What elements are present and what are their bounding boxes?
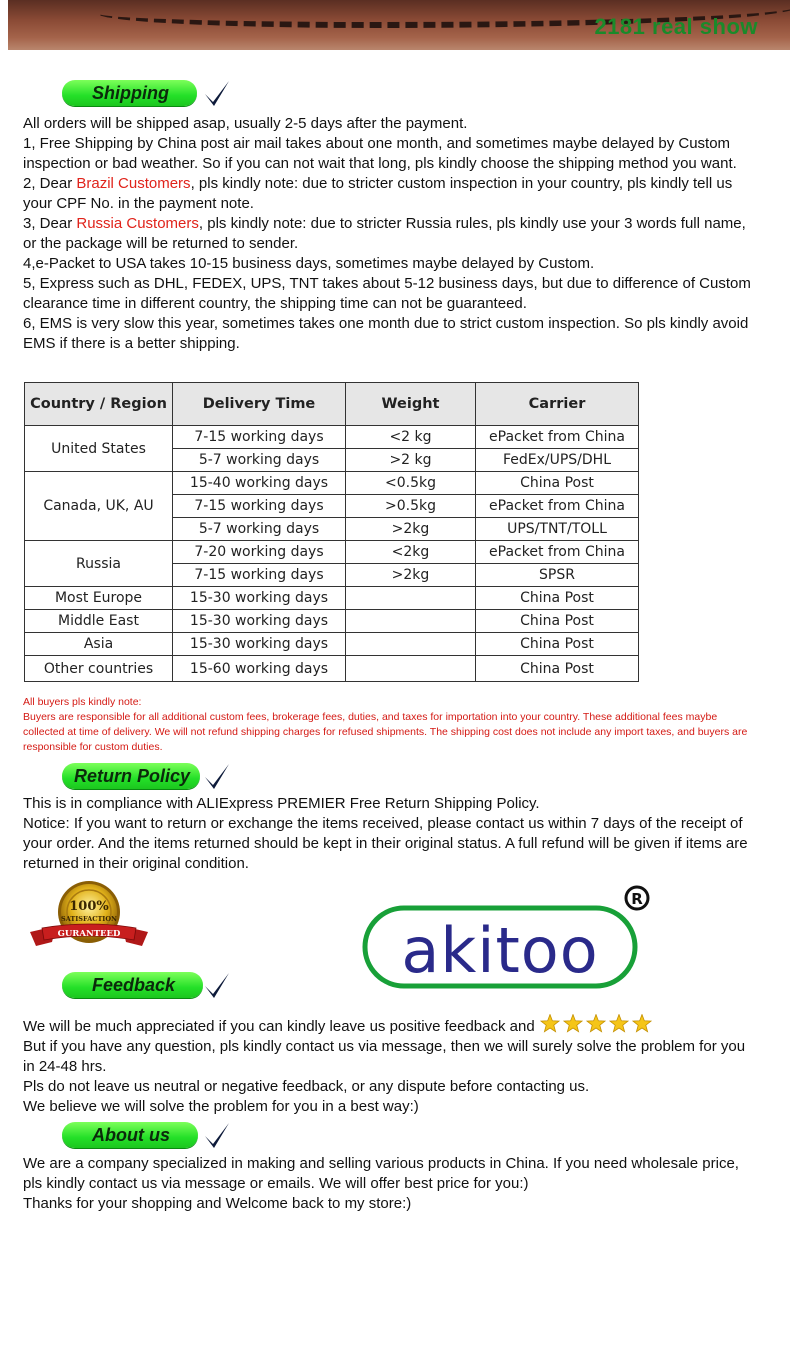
feedback-first-line: We will be much appreciated if you can kindly leave us positive feedback and <box>23 1014 758 1037</box>
star-icon <box>541 1015 559 1032</box>
carrier-cell: China Post <box>476 633 639 656</box>
region-cell: Other countries <box>25 656 173 682</box>
carrier-cell: China Post <box>476 587 639 610</box>
carrier-cell: SPSR <box>476 564 639 587</box>
region-cell: Asia <box>25 633 173 656</box>
table-row <box>25 426 639 449</box>
star-icon <box>610 1015 628 1032</box>
carrier-cell: FedEx/UPS/DHL <box>476 449 639 472</box>
weight-cell: >2kg <box>346 564 476 587</box>
carrier-cell: UPS/TNT/TOLL <box>476 518 639 541</box>
checkmark-icon <box>202 1120 232 1150</box>
weight-cell <box>346 610 476 633</box>
satisfaction-guaranteed-badge <box>28 880 150 960</box>
delivery-cell: 15-30 working days <box>173 610 346 633</box>
checkmark-icon <box>202 78 232 108</box>
carrier-cell: China Post <box>476 656 639 682</box>
banner-caption: 2181 real show <box>594 14 758 39</box>
carrier-cell: ePacket from China <box>476 495 639 518</box>
region-cell: United States <box>25 426 173 472</box>
return-policy-text <box>23 794 758 874</box>
table-row <box>25 610 639 633</box>
buyer-note-body: Buyers are responsible for all additional custom fees, brokerage fees, duties, and taxes for importation into your country. These additional fees maybe collected at time of delivery. We will not refund shipping charges for refused shipments. The shipping cost does not include any import taxes, and buyers are responsible for custom duties. <box>23 711 748 753</box>
shipping-brazil-line: 2, Dear Brazil Customers, pls kindly note: due to stricter custom inspection in your country, pls kindly tell us your CPF No. in the payment note. <box>23 175 733 212</box>
table-row <box>25 472 639 495</box>
shipping-line: 1, Free Shipping by China post air mail takes about one month, and sometimes maybe delayed by Custom inspection or bad weather. So if you can not wait that long, pls kindly choose the shipping method you want. <box>23 135 737 172</box>
shipping-table <box>24 382 639 682</box>
header-delivery: Delivery Time <box>173 383 346 426</box>
carrier-cell: China Post <box>476 472 639 495</box>
weight-cell: >0.5kg <box>346 495 476 518</box>
return-policy-heading <box>62 763 200 793</box>
star-icon <box>587 1015 605 1032</box>
delivery-cell: 7-15 working days <box>173 495 346 518</box>
table-row <box>25 541 639 564</box>
delivery-cell: 7-15 working days <box>173 426 346 449</box>
about-line: Thanks for your shopping and Welcome back to my store:) <box>23 1195 412 1212</box>
delivery-cell: 15-60 working days <box>173 656 346 682</box>
shipping-russia-line: 3, Dear Russia Customers, pls kindly note: due to stricter Russia rules, pls kindly use your 3 words full name, or the package will be returned to sender. <box>23 215 746 252</box>
carrier-cell: China Post <box>476 610 639 633</box>
region-cell: Middle East <box>25 610 173 633</box>
russia-highlight: Russia Customers <box>76 215 199 232</box>
weight-cell: >2kg <box>346 518 476 541</box>
buyer-note-title: All buyers pls kindly note: <box>23 696 142 708</box>
return-line: This is in compliance with ALIExpress PREMIER Free Return Shipping Policy. <box>23 795 540 812</box>
header-carrier: Carrier <box>476 383 639 426</box>
akitoo-logo <box>362 880 654 990</box>
feedback-line: But if you have any question, pls kindly contact us via message, then we will surely solve the problem for you in 24-48 hrs. <box>23 1038 746 1075</box>
weight-cell: <2kg <box>346 541 476 564</box>
shipping-heading <box>62 80 197 110</box>
checkmark-icon <box>202 970 232 1000</box>
return-line: Notice: If you want to return or exchange the items received, please contact us within 7 days of the receipt of your order. And the items returned should be kept in their original status. A full refund will be given if items are returned in their original condition. <box>23 815 748 872</box>
carrier-cell: ePacket from China <box>476 541 639 564</box>
five-stars-icon <box>539 1014 653 1034</box>
shipping-line: 6, EMS is very slow this year, sometimes takes one month due to strict custom inspection. So pls kindly avoid EMS if there is a better shipping. <box>23 315 749 352</box>
feedback-heading-label: Feedback <box>62 972 203 998</box>
region-cell: Russia <box>25 541 173 587</box>
star-icon <box>633 1015 651 1032</box>
shipping-heading-label: Shipping <box>62 80 197 106</box>
feedback-heading <box>62 972 203 1002</box>
shipping-text <box>23 114 758 354</box>
shipping-line: 5, Express such as DHL, FEDEX, UPS, TNT takes about 5-12 business days, but due to difference of Custom clearance time in different country, the shipping time can not be guaranteed. <box>23 275 751 312</box>
logo-wordmark: akitoo <box>401 914 599 987</box>
weight-cell <box>346 656 476 682</box>
region-cell: Canada, UK, AU <box>25 472 173 541</box>
weight-cell: >2 kg <box>346 449 476 472</box>
header-weight: Weight <box>346 383 476 426</box>
delivery-cell: 15-30 working days <box>173 587 346 610</box>
weight-cell <box>346 633 476 656</box>
delivery-cell: 5-7 working days <box>173 518 346 541</box>
table-header-row <box>25 383 639 426</box>
delivery-cell: 15-30 working days <box>173 633 346 656</box>
about-us-heading <box>62 1122 198 1152</box>
weight-cell: <2 kg <box>346 426 476 449</box>
shipping-line: 4,e-Packet to USA takes 10-15 business days, sometimes maybe delayed by Custom. <box>23 255 595 272</box>
about-line: We are a company specialized in making and selling various products in China. If you need wholesale price, pls kindly contact us via message or emails. We will offer best price for you:) <box>23 1155 739 1192</box>
table-row <box>25 587 639 610</box>
buyer-note <box>23 695 748 755</box>
badge-top-text: 100% <box>69 899 109 914</box>
about-us-text <box>23 1154 758 1214</box>
shipping-line: All orders will be shipped asap, usually 2-5 days after the payment. <box>23 115 468 132</box>
badge-middle-text: SATISFACTION <box>61 915 117 923</box>
weight-cell: <0.5kg <box>346 472 476 495</box>
table-row <box>25 656 639 682</box>
feedback-line: We believe we will solve the problem for you in a best way:) <box>23 1098 419 1115</box>
table-row <box>25 633 639 656</box>
region-cell: Most Europe <box>25 587 173 610</box>
header-country: Country / Region <box>25 383 173 426</box>
feedback-text <box>23 1014 758 1117</box>
delivery-cell: 15-40 working days <box>173 472 346 495</box>
feedback-line: Pls do not leave us neutral or negative feedback, or any dispute before contacting us. <box>23 1078 590 1095</box>
checkmark-icon <box>202 761 232 791</box>
delivery-cell: 5-7 working days <box>173 449 346 472</box>
delivery-cell: 7-15 working days <box>173 564 346 587</box>
top-banner-image <box>8 0 790 50</box>
carrier-cell: ePacket from China <box>476 426 639 449</box>
weight-cell <box>346 587 476 610</box>
badge-ribbon-text: GURANTEED <box>57 929 121 939</box>
brazil-highlight: Brazil Customers <box>76 175 191 192</box>
delivery-cell: 7-20 working days <box>173 541 346 564</box>
registered-mark: R <box>631 890 643 908</box>
star-icon <box>564 1015 582 1032</box>
return-policy-heading-label: Return Policy <box>62 763 200 789</box>
about-us-heading-label: About us <box>62 1122 198 1148</box>
